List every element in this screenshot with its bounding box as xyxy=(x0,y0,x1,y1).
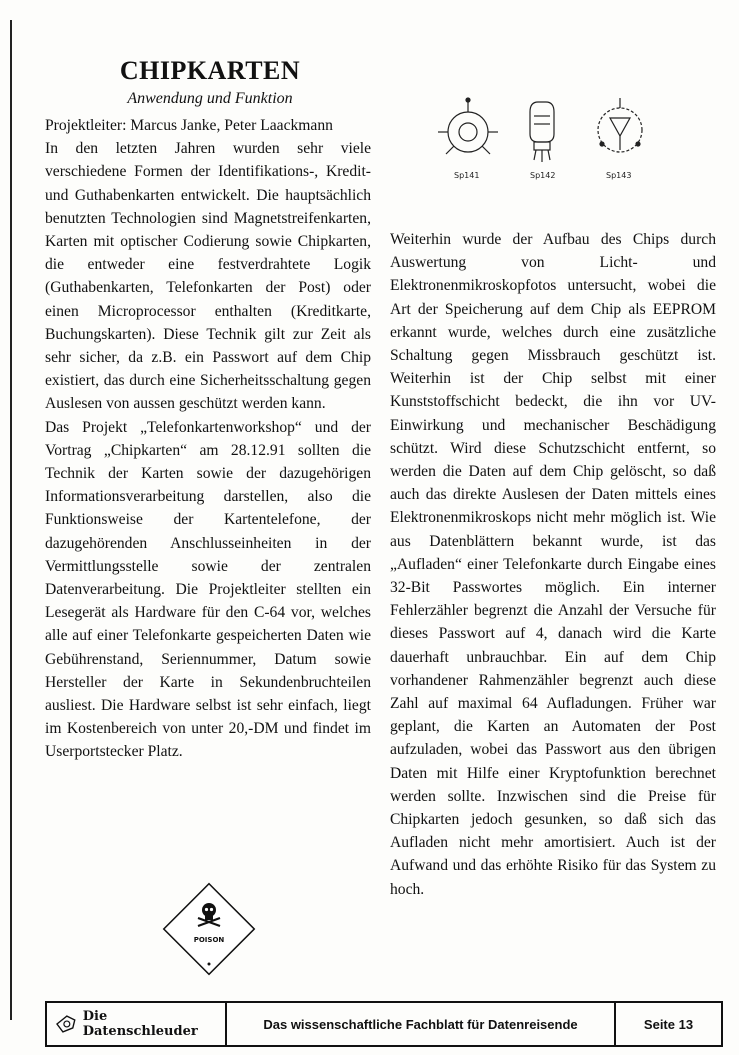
right-column xyxy=(390,228,716,901)
paragraph: In den letzten Jahren wurden sehr viele verschiedene Formen der Identifikations-, Kredit- und Guthabenkarten entwickelt. Die hauptsächlich benutzten Technologien sind Magnetstreifenkarten, Karten mit optischer Codierung sowie Chipkarten, die entweder eine festverdrahtete Logik (Guthabenkarten, Telefonkarten der Post) oder einen Microprocessor enthalten (Kreditkarte, Buchungskarten). Diese Technik gilt zur Zeit als sehr sicher, da z.B. ein Passwort auf dem Chip existiert, das durch eine Sicherheitsschaltung gegen Auslesen von aussen geschützt werden kann. xyxy=(45,140,371,413)
footer-logo xyxy=(47,1003,227,1045)
tube-diagram-sp143 xyxy=(598,98,642,152)
paragraph: Weiterhin wurde der Aufbau des Chips durch Auswertung von Licht- und Elektronenmikroskopfotos untersucht, wobei die Art der Speicherung auf dem Chip als EEPROM erkannt wurde, welches durch eine zusätzliche Schaltung gegen Missbrauch geschützt ist. Weiterhin ist der Chip selbst mit einer Kunststoffschicht bedeckt, die ihn vor UV-Einwirkung und mechanischer Beschädigung schützt. Wird diese Schutzschicht entfernt, so werden die Daten auf dem Chip gelöscht, so daß auch das direkte Auslesen der Daten mittels eines Elektronenmikroskops nicht mehr möglich ist. Wie aus Datenblättern bekannt wurde, ist das „Aufladen“ einer Telefonkarte durch Eingabe eines 32-Bit Passwortes möglich. Ein interner Fehlerzähler begrenzt die Anzahl der Versuche für dieses Passwort auf 4, danach wird die Karte dauerhaft unbrauchbar. Ein auf dem Chip vorhandener Rahmenzähler begrenzt auch diese Zahl auf maximal 64 Aufladungen. Früher war geplant, die Karten an Automaten der Post aufzuladen, wobei das Passwort aus den übrigen Daten mit Hilfe einer Kryptofunktion berechnet werden sollte. Inzwischen sind die Preise für Chipkarten jedoch gesunken, so daß sich das Aufladen nicht mehr amortisiert. Auch ist der Aufwand und das erhöhte Risiko für das System zu hoch. xyxy=(390,231,716,898)
poison-label: POISON xyxy=(193,936,225,944)
footer-page-number: Seite 13 xyxy=(643,1016,694,1032)
page-edge xyxy=(10,20,12,1020)
tube-label-sp142: Sp142 xyxy=(530,171,556,180)
footer-tagline: Das wissenschaftliche Fachblatt für Datenreisende xyxy=(227,1003,616,1045)
tube-label-sp141: Sp141 xyxy=(454,171,480,180)
poison-sign xyxy=(160,880,258,978)
article-subtitle: Anwendung und Funktion xyxy=(127,90,293,107)
tube-diagram-sp141 xyxy=(438,98,498,154)
byline: Projektleiter: Marcus Janke, Peter Laackmann xyxy=(45,117,333,134)
tube-label-sp143: Sp143 xyxy=(606,171,632,180)
paragraph: Das Projekt „Telefonkartenworkshop“ und der Vortrag „Chipkarten“ am 28.12.91 sollten die Technik der Karten sowie der dazugehörigen Informationsverarbeitung darstellen, also die Funktionsweise der Kartentelefone, der dazugehörenden Anschlusseinheiten in der Vermittlungsstelle sowie der zentralen Datenverarbeitung. Die Projektleiter stellten ein Lesegerät als Hardware für den C-64 vor, welches alle auf einer Telefonkarte gespeicherten Daten wie Gebührenstand, Seriennummer, Datum sowie Hersteller der Karte in Sekundenbruchteilen ausliest. Die Hardware selbst ist sehr einfach, liegt im Kostenbereich von unter 20,-DM und findet im Userportstecker Platz. xyxy=(45,418,371,761)
datenschleuder-logo-icon xyxy=(55,1014,77,1034)
footer-bar xyxy=(45,1001,723,1047)
footer-publication: Die Datenschleuder xyxy=(82,1009,198,1039)
tube-diagram-sp142 xyxy=(530,102,554,162)
article-title: CHIPKARTEN xyxy=(119,56,301,85)
tube-diagrams xyxy=(430,92,670,184)
left-column xyxy=(45,114,371,764)
